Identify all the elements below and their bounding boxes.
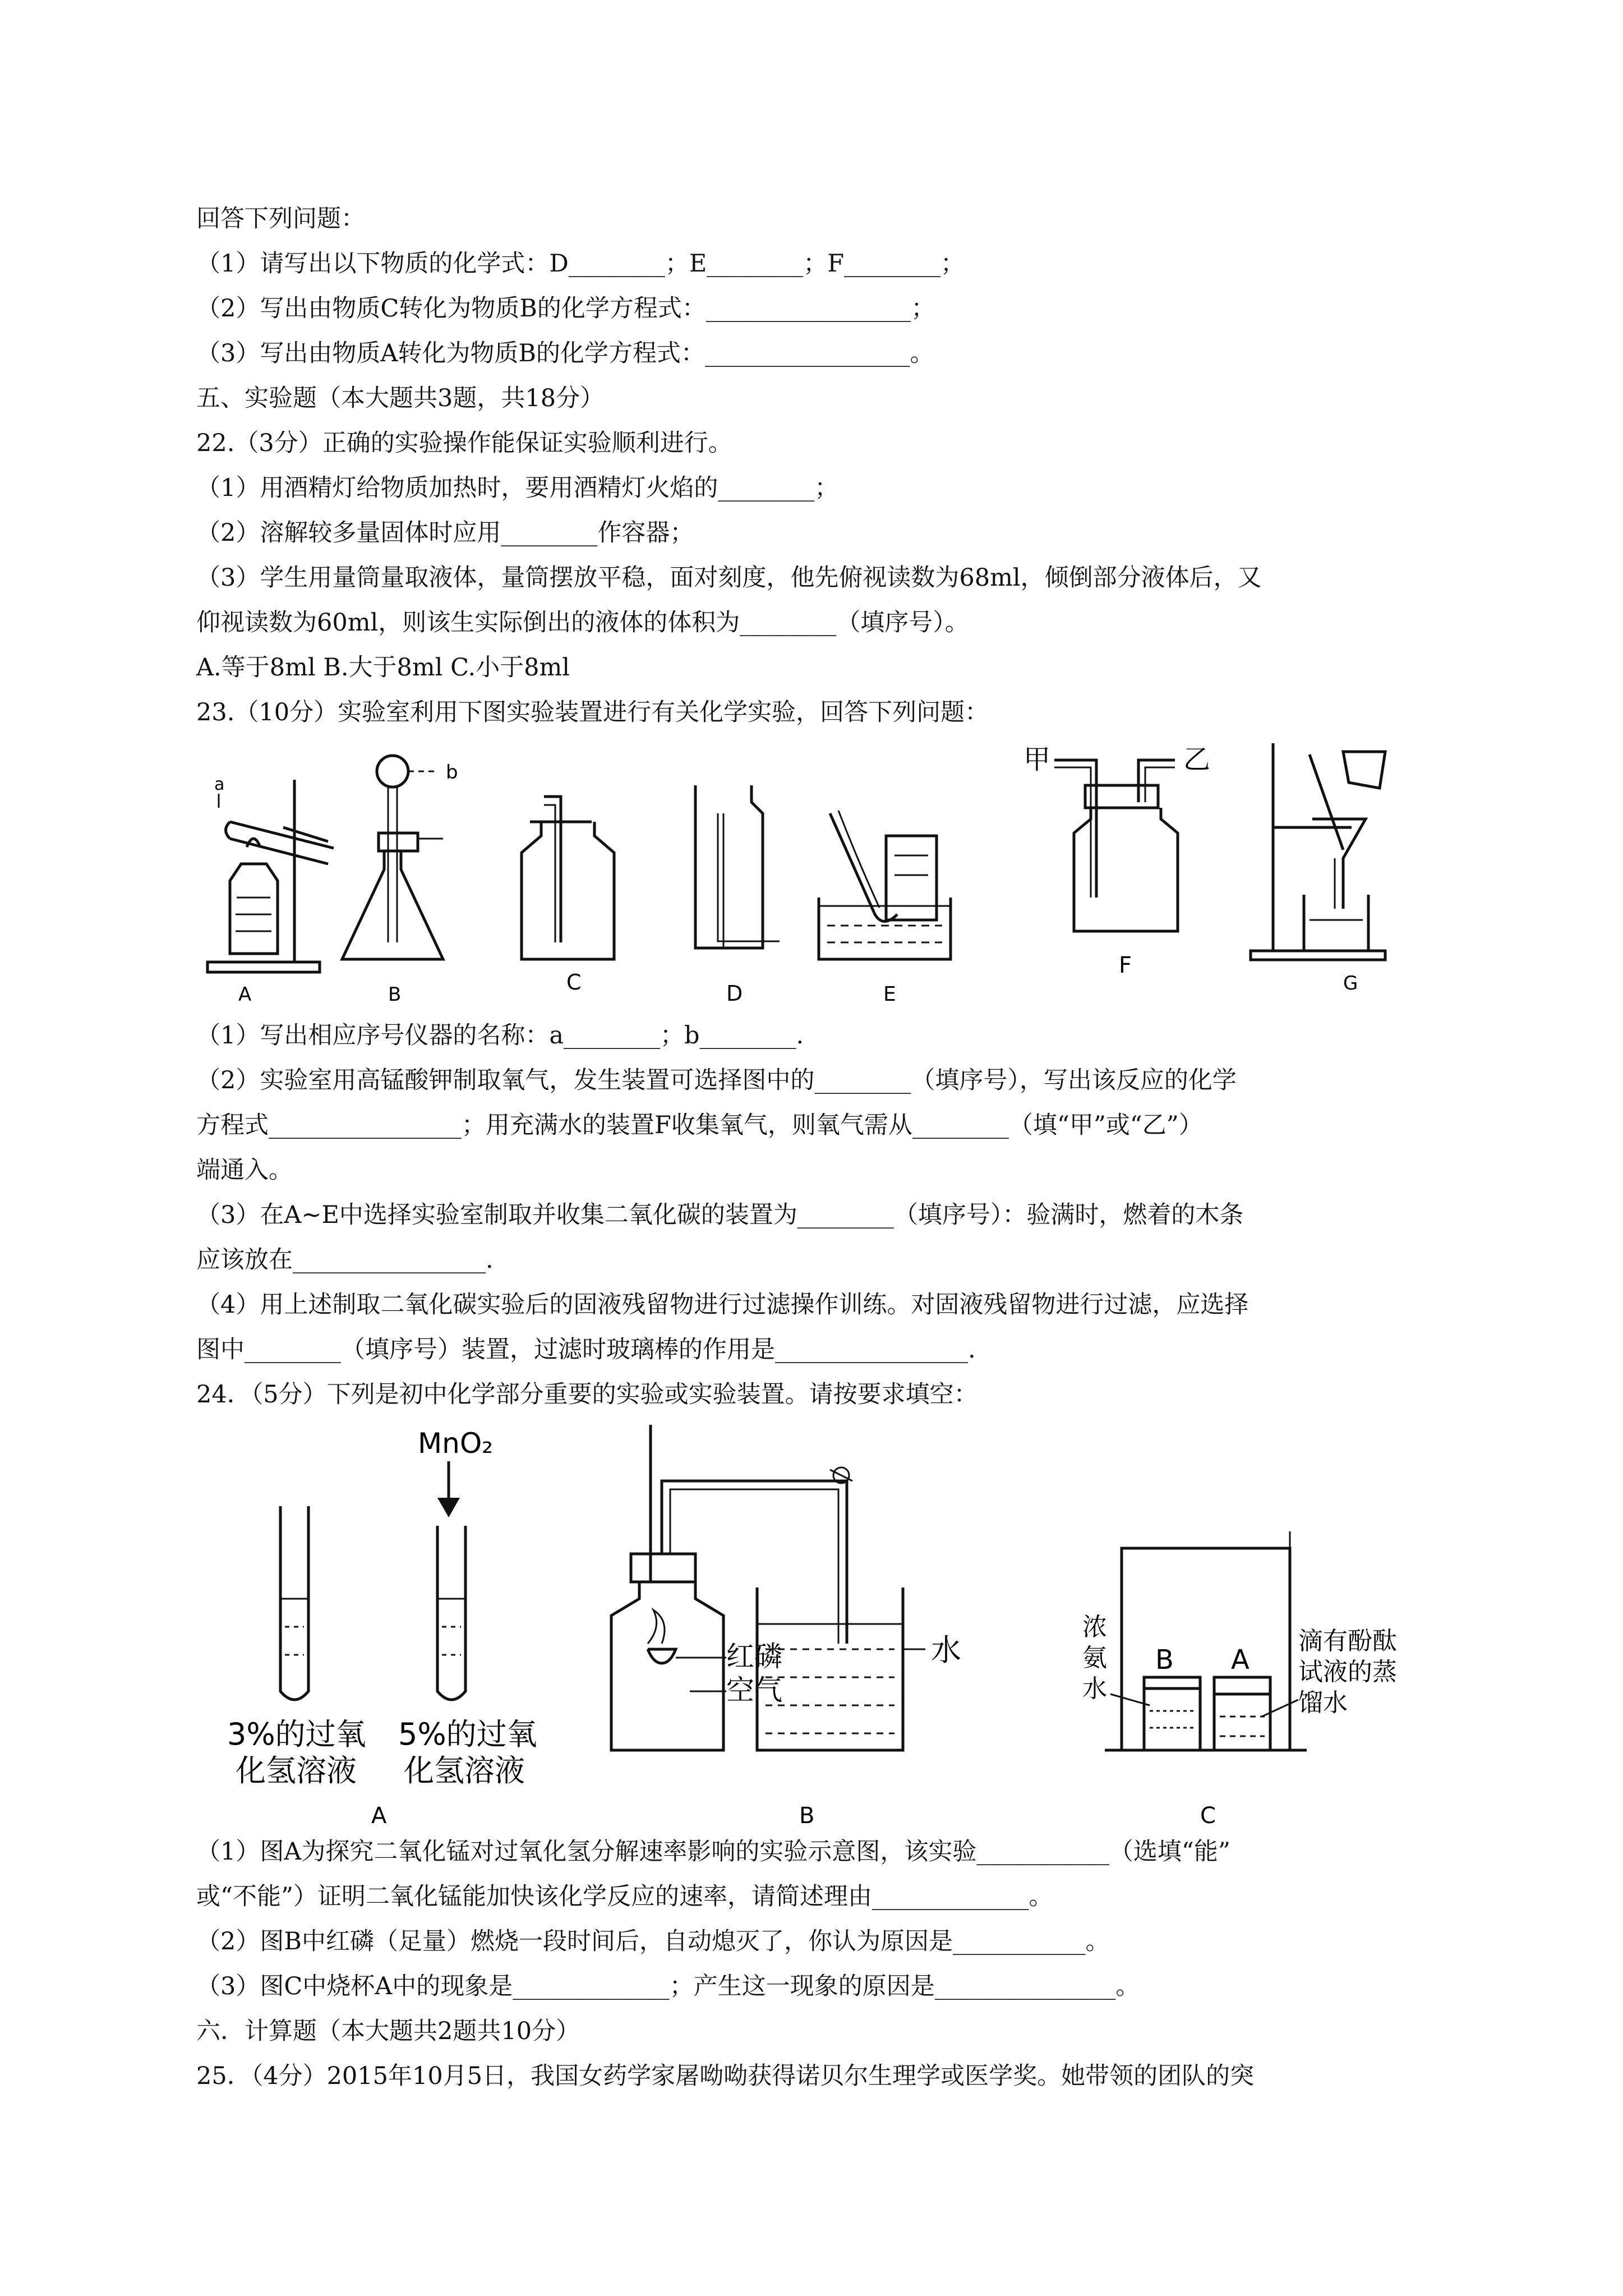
question-24-part2: （2）图B中红磷（足量）燃烧一段时间后，自动熄灭了，你认为原因是___________。 (196, 1927, 1110, 1955)
label-a: a (214, 775, 225, 794)
label-F: F (1119, 953, 1132, 978)
label-B: B (388, 983, 402, 1006)
question-23-part2-cont: 方程式________________；用充满水的装置F收集氧气，则氧气需从________（填“甲”或“乙”） (196, 1111, 1203, 1139)
apparatus-e (819, 811, 951, 1006)
label-b: b (446, 761, 458, 784)
label-jia: 甲 (1023, 744, 1051, 775)
question-23-part3: （3）在A~E中选择实验室制取并收集二氧化碳的装置为________（填序号）：验满时，燃着的木条 (196, 1201, 1244, 1229)
label-A: A (238, 983, 252, 1006)
phenolphthalein-water-3: 馏水 (1298, 1688, 1348, 1717)
question-23-part4-cont: 图中________（填序号）装置，过滤时玻璃棒的作用是________________. (196, 1336, 976, 1364)
label-24-B: B (799, 1803, 815, 1829)
label-E: E (883, 983, 896, 1006)
question-23-part4: （4）用上述制取二氧化碳实验后的固液残留物进行过滤操作训练。对固液残留物进行过滤，应选择 (196, 1291, 1249, 1319)
question-22-part3: （3）学生用量筒量取液体，量筒摆放平稳，面对刻度，他先俯视读数为68ml，倾倒部分液体后，又 (196, 564, 1262, 592)
apparatus-figure-23 (196, 729, 1458, 1015)
question-21-part2: （2）写出由物质C转化为物质B的化学方程式：_________________； (196, 295, 935, 323)
question-24-part3: （3）图C中烧杯A中的现象是_____________；产生这一现象的原因是_______________。 (196, 1972, 1140, 2000)
mno2-label: MnO₂ (418, 1427, 494, 1460)
question-23-part3-cont: 应该放在________________. (196, 1246, 494, 1274)
label-24-C: C (1200, 1803, 1216, 1829)
air-label: 空气 (726, 1674, 782, 1706)
apparatus-a (208, 775, 334, 1006)
question-21-part3: （3）写出由物质A转化为物质B的化学方程式：_________________。 (196, 339, 934, 367)
tube1-label-line2: 化氢溶液 (236, 1753, 357, 1788)
conc-ammonia-2: 氨 (1082, 1644, 1107, 1672)
question-23-part1: （1）写出相应序号仪器的名称：a________；b________. (196, 1022, 804, 1050)
apparatus-f (1023, 744, 1210, 978)
question-24-part1-cont: 或“不能”）证明二氧化锰能加快该化学反应的速率，请简述理由_____________。 (196, 1883, 1053, 1911)
question-22-stem: 22.（3分）正确的实验操作能保证实验顺利进行。 (196, 429, 732, 457)
question-22-part3-cont: 仰视读数为60ml，则该生实际倒出的液体的体积为________（填序号）。 (196, 609, 969, 637)
label-24-A: A (371, 1803, 387, 1829)
label-G: G (1343, 972, 1358, 995)
red-phosphorus-label: 红磷 (726, 1640, 782, 1673)
text-line: 回答下列问题： (196, 205, 365, 233)
beaker-b-label: B (1155, 1644, 1174, 1676)
section-heading-experiments: 五、实验题（本大题共3题，共18分） (196, 384, 605, 412)
section-heading-calculation: 六．计算题（本大题共2题共10分） (196, 2017, 580, 2045)
figure-24-c (1082, 1531, 1397, 1829)
tube2-label-line2: 化氢溶液 (404, 1753, 525, 1788)
tube2-label-line1: 5%的过氧 (398, 1717, 537, 1752)
experiment-figure-24 (196, 1414, 1458, 1829)
figure-24-a (227, 1427, 537, 1829)
conc-ammonia-3: 水 (1082, 1674, 1107, 1703)
question-22-part1: （1）用酒精灯给物质加热时，要用酒精灯火焰的________； (196, 474, 839, 502)
apparatus-g (1251, 743, 1385, 995)
phenolphthalein-water-1: 滴有酚酞 (1298, 1627, 1397, 1655)
question-24-part1: （1）图A为探究二氧化锰对过氧化氢分解速率影响的实验示意图，该实验___________（选填“能” (196, 1838, 1230, 1866)
figure-24-b (611, 1425, 961, 1829)
question-23-stem: 23.（10分）实验室利用下图实验装置进行有关化学实验，回答下列问题： (196, 698, 989, 726)
question-22-options: A.等于8ml B.大于8ml C.小于8ml (196, 654, 570, 682)
apparatus-c (522, 797, 614, 995)
tube1-label-line1: 3%的过氧 (227, 1717, 366, 1752)
phenolphthalein-water-2: 试液的蒸 (1298, 1658, 1397, 1686)
question-25-stem: 25．（4分）2015年10月5日，我国女药学家屠呦呦获得诺贝尔生理学或医学奖。她带领的团队的突 (196, 2062, 1255, 2090)
question-23-part2: （2）实验室用高锰酸钾制取氧气，发生装置可选择图中的________（填序号），写出该反应的化学 (196, 1066, 1237, 1094)
water-label: 水 (931, 1632, 961, 1668)
conc-ammonia-1: 浓 (1082, 1613, 1107, 1641)
question-23-part2-end: 端通入。 (196, 1156, 293, 1184)
apparatus-d (695, 785, 780, 1006)
label-C: C (566, 970, 582, 995)
question-22-part2: （2）溶解较多量固体时应用________作容器； (196, 519, 694, 547)
beaker-a-label: A (1231, 1644, 1249, 1676)
question-21-part1: （1）请写出以下物质的化学式：D________；E________；F________； (196, 250, 965, 278)
label-D: D (726, 981, 743, 1006)
apparatus-b (342, 756, 458, 1006)
label-yi: 乙 (1183, 744, 1211, 775)
question-24-stem: 24．（5分）下列是初中化学部分重要的实验或实验装置。请按要求填空： (196, 1381, 978, 1409)
